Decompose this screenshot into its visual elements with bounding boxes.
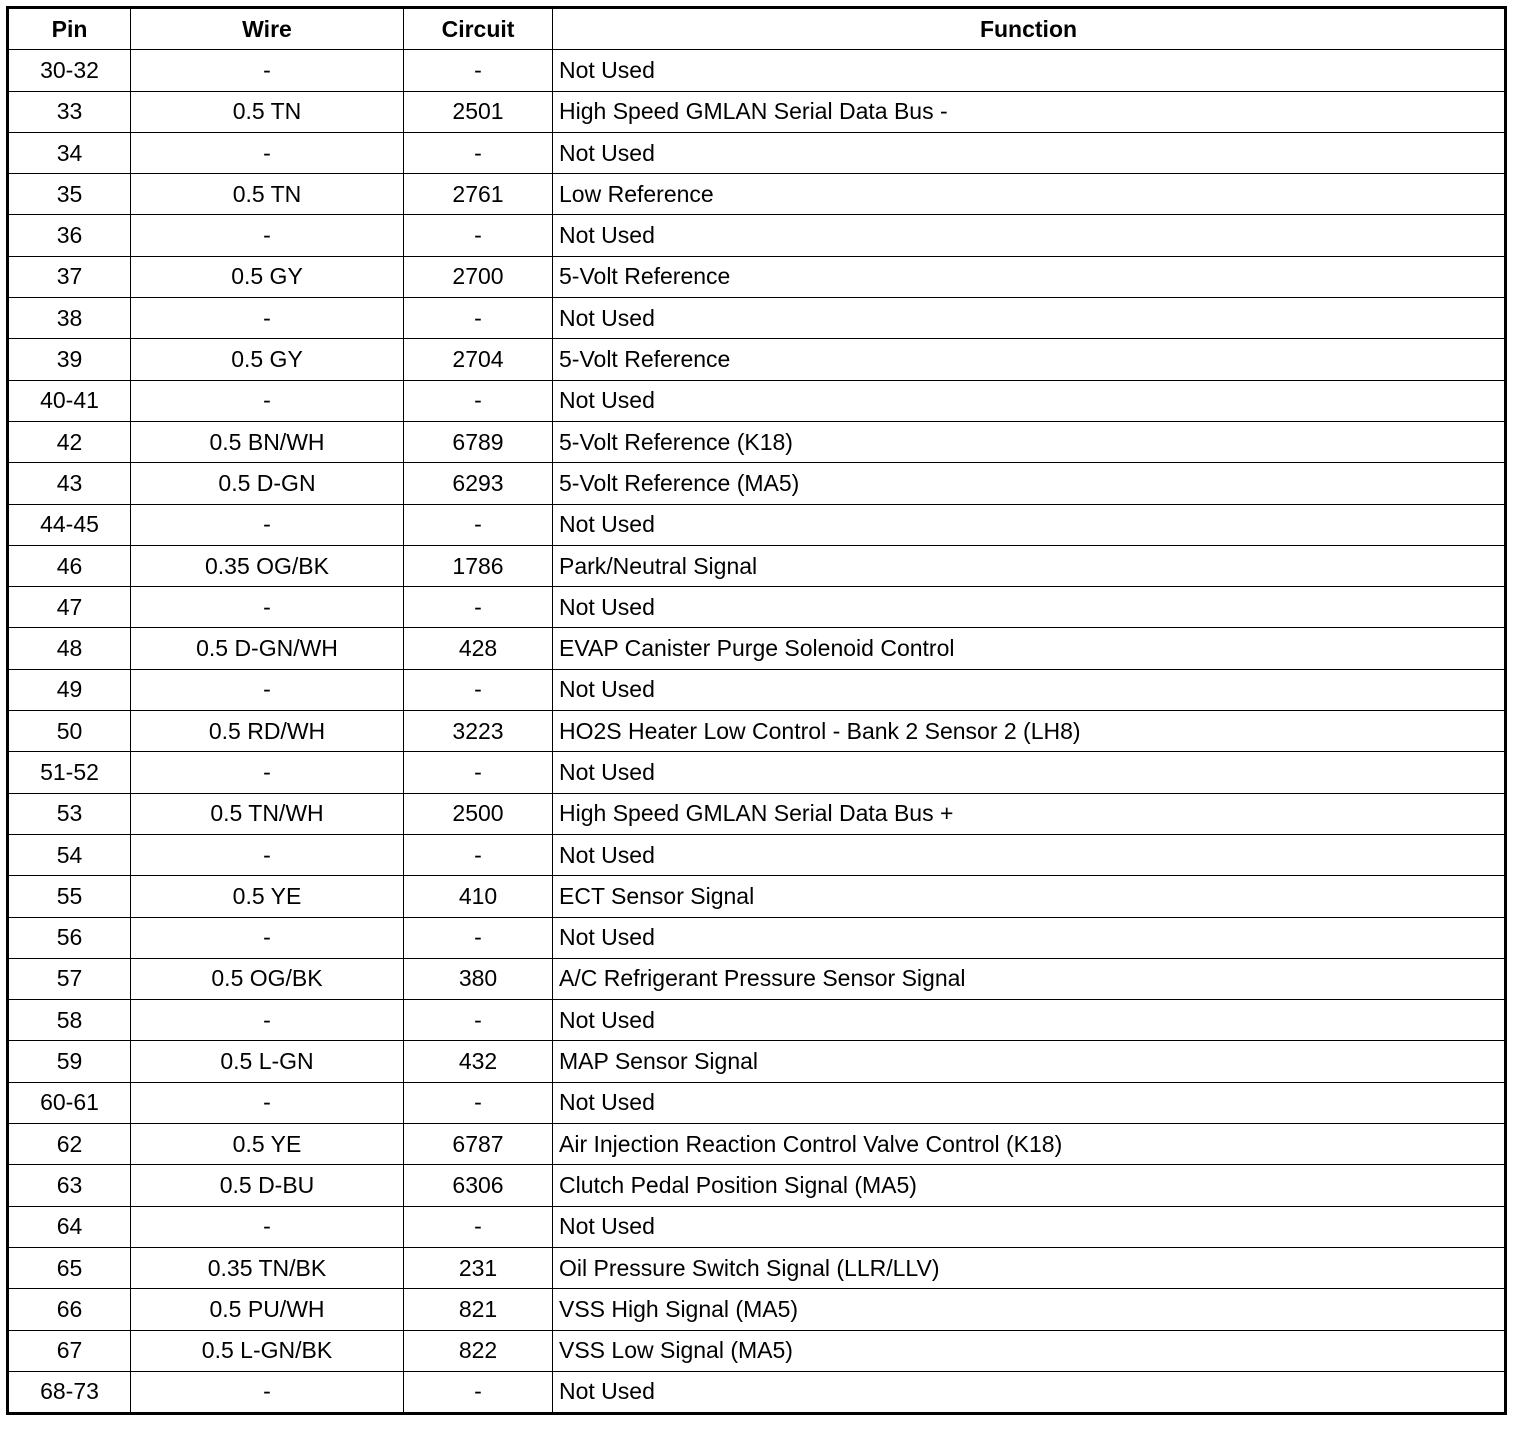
wire-cell: - bbox=[131, 380, 404, 421]
wire-cell: 0.5 YE bbox=[131, 1124, 404, 1165]
table-row bbox=[8, 545, 1506, 586]
pin-cell: 35 bbox=[8, 174, 131, 215]
wire-cell: - bbox=[131, 834, 404, 875]
circuit-cell: 380 bbox=[404, 958, 553, 999]
wire-cell: - bbox=[131, 1206, 404, 1247]
table-row bbox=[8, 1165, 1506, 1206]
circuit-cell: - bbox=[404, 215, 553, 256]
wire-cell: 0.5 GY bbox=[131, 339, 404, 380]
pin-cell: 30-32 bbox=[8, 50, 131, 91]
table-row bbox=[8, 174, 1506, 215]
function-cell: Not Used bbox=[553, 1371, 1506, 1413]
function-cell: Not Used bbox=[553, 752, 1506, 793]
function-cell: Not Used bbox=[553, 1000, 1506, 1041]
circuit-column-header: Circuit bbox=[404, 8, 553, 50]
table-row bbox=[8, 1371, 1506, 1413]
function-column-header: Function bbox=[553, 8, 1506, 50]
pin-cell: 54 bbox=[8, 834, 131, 875]
table-row bbox=[8, 339, 1506, 380]
wire-cell: 0.5 D-GN bbox=[131, 463, 404, 504]
pin-cell: 65 bbox=[8, 1247, 131, 1288]
pin-cell: 38 bbox=[8, 298, 131, 339]
function-cell: VSS Low Signal (MA5) bbox=[553, 1330, 1506, 1371]
pin-cell: 58 bbox=[8, 1000, 131, 1041]
pin-cell: 53 bbox=[8, 793, 131, 834]
table-row bbox=[8, 917, 1506, 958]
wire-cell: - bbox=[131, 504, 404, 545]
table-row bbox=[8, 91, 1506, 132]
function-cell: Not Used bbox=[553, 298, 1506, 339]
pin-cell: 39 bbox=[8, 339, 131, 380]
wire-cell: - bbox=[131, 752, 404, 793]
pin-cell: 34 bbox=[8, 132, 131, 173]
circuit-cell: - bbox=[404, 917, 553, 958]
table-row bbox=[8, 1082, 1506, 1123]
function-cell: Oil Pressure Switch Signal (LLR/LLV) bbox=[553, 1247, 1506, 1288]
table-row bbox=[8, 587, 1506, 628]
table-row bbox=[8, 876, 1506, 917]
wire-cell: - bbox=[131, 215, 404, 256]
circuit-cell: - bbox=[404, 298, 553, 339]
table-row bbox=[8, 463, 1506, 504]
circuit-cell: 6306 bbox=[404, 1165, 553, 1206]
wire-cell: 0.5 PU/WH bbox=[131, 1289, 404, 1330]
pin-cell: 44-45 bbox=[8, 504, 131, 545]
table-row bbox=[8, 132, 1506, 173]
function-cell: Low Reference bbox=[553, 174, 1506, 215]
circuit-cell: - bbox=[404, 504, 553, 545]
function-cell: 5-Volt Reference bbox=[553, 256, 1506, 297]
pin-cell: 60-61 bbox=[8, 1082, 131, 1123]
function-cell: EVAP Canister Purge Solenoid Control bbox=[553, 628, 1506, 669]
function-cell: Not Used bbox=[553, 1206, 1506, 1247]
function-cell: Clutch Pedal Position Signal (MA5) bbox=[553, 1165, 1506, 1206]
pin-cell: 59 bbox=[8, 1041, 131, 1082]
function-cell: Air Injection Reaction Control Valve Control (K18) bbox=[553, 1124, 1506, 1165]
function-cell: A/C Refrigerant Pressure Sensor Signal bbox=[553, 958, 1506, 999]
pin-cell: 66 bbox=[8, 1289, 131, 1330]
wire-cell: 0.5 TN/WH bbox=[131, 793, 404, 834]
wire-cell: - bbox=[131, 1082, 404, 1123]
function-cell: Not Used bbox=[553, 1082, 1506, 1123]
wire-cell: 0.5 RD/WH bbox=[131, 711, 404, 752]
function-cell: HO2S Heater Low Control - Bank 2 Sensor 2 (LH8) bbox=[553, 711, 1506, 752]
table-row bbox=[8, 1206, 1506, 1247]
function-cell: Not Used bbox=[553, 50, 1506, 91]
circuit-cell: - bbox=[404, 1206, 553, 1247]
circuit-cell: 2704 bbox=[404, 339, 553, 380]
wire-cell: - bbox=[131, 132, 404, 173]
circuit-cell: - bbox=[404, 1082, 553, 1123]
table-row bbox=[8, 1000, 1506, 1041]
pin-cell: 42 bbox=[8, 421, 131, 462]
circuit-cell: - bbox=[404, 1371, 553, 1413]
circuit-cell: 428 bbox=[404, 628, 553, 669]
connector-pinout-table bbox=[6, 6, 1507, 1415]
function-cell: Not Used bbox=[553, 917, 1506, 958]
pin-cell: 68-73 bbox=[8, 1371, 131, 1413]
wire-cell: - bbox=[131, 1371, 404, 1413]
pin-column-header: Pin bbox=[8, 8, 131, 50]
circuit-cell: 1786 bbox=[404, 545, 553, 586]
pin-cell: 33 bbox=[8, 91, 131, 132]
function-cell: High Speed GMLAN Serial Data Bus + bbox=[553, 793, 1506, 834]
pin-cell: 56 bbox=[8, 917, 131, 958]
circuit-cell: - bbox=[404, 834, 553, 875]
circuit-cell: - bbox=[404, 1000, 553, 1041]
table-row bbox=[8, 834, 1506, 875]
wire-cell: - bbox=[131, 917, 404, 958]
wire-cell: 0.35 TN/BK bbox=[131, 1247, 404, 1288]
function-cell: Not Used bbox=[553, 215, 1506, 256]
function-cell: ECT Sensor Signal bbox=[553, 876, 1506, 917]
circuit-cell: - bbox=[404, 50, 553, 91]
pin-cell: 63 bbox=[8, 1165, 131, 1206]
wire-cell: 0.5 OG/BK bbox=[131, 958, 404, 999]
function-cell: Park/Neutral Signal bbox=[553, 545, 1506, 586]
table-row bbox=[8, 752, 1506, 793]
wire-cell: - bbox=[131, 587, 404, 628]
function-cell: Not Used bbox=[553, 504, 1506, 545]
pin-cell: 50 bbox=[8, 711, 131, 752]
circuit-cell: 231 bbox=[404, 1247, 553, 1288]
pin-cell: 67 bbox=[8, 1330, 131, 1371]
pin-cell: 51-52 bbox=[8, 752, 131, 793]
table-row bbox=[8, 1041, 1506, 1082]
table-row bbox=[8, 215, 1506, 256]
wire-cell: - bbox=[131, 50, 404, 91]
circuit-cell: - bbox=[404, 669, 553, 710]
wire-cell: - bbox=[131, 298, 404, 339]
table-row bbox=[8, 504, 1506, 545]
table-row bbox=[8, 669, 1506, 710]
wire-cell: 0.5 D-GN/WH bbox=[131, 628, 404, 669]
circuit-cell: - bbox=[404, 380, 553, 421]
pin-cell: 55 bbox=[8, 876, 131, 917]
wire-cell: 0.5 TN bbox=[131, 174, 404, 215]
wire-cell: 0.5 L-GN bbox=[131, 1041, 404, 1082]
table-header bbox=[8, 8, 1506, 50]
circuit-cell: 6789 bbox=[404, 421, 553, 462]
function-cell: High Speed GMLAN Serial Data Bus - bbox=[553, 91, 1506, 132]
table-row bbox=[8, 380, 1506, 421]
pin-cell: 36 bbox=[8, 215, 131, 256]
table-row bbox=[8, 421, 1506, 462]
circuit-cell: 6787 bbox=[404, 1124, 553, 1165]
pin-cell: 49 bbox=[8, 669, 131, 710]
pin-cell: 57 bbox=[8, 958, 131, 999]
circuit-cell: - bbox=[404, 132, 553, 173]
header-row bbox=[8, 8, 1506, 50]
wire-cell: 0.5 L-GN/BK bbox=[131, 1330, 404, 1371]
table-row bbox=[8, 298, 1506, 339]
table-row bbox=[8, 50, 1506, 91]
table-row bbox=[8, 628, 1506, 669]
pin-cell: 40-41 bbox=[8, 380, 131, 421]
pin-cell: 47 bbox=[8, 587, 131, 628]
table-row bbox=[8, 1289, 1506, 1330]
wire-cell: 0.5 YE bbox=[131, 876, 404, 917]
table-body bbox=[8, 50, 1506, 1414]
table-row bbox=[8, 793, 1506, 834]
wire-column-header: Wire bbox=[131, 8, 404, 50]
wire-cell: 0.5 GY bbox=[131, 256, 404, 297]
wire-cell: 0.35 OG/BK bbox=[131, 545, 404, 586]
pin-cell: 62 bbox=[8, 1124, 131, 1165]
wire-cell: 0.5 D-BU bbox=[131, 1165, 404, 1206]
table-row bbox=[8, 1124, 1506, 1165]
circuit-cell: 821 bbox=[404, 1289, 553, 1330]
function-cell: Not Used bbox=[553, 669, 1506, 710]
circuit-cell: - bbox=[404, 752, 553, 793]
wire-cell: - bbox=[131, 669, 404, 710]
circuit-cell: 2501 bbox=[404, 91, 553, 132]
function-cell: 5-Volt Reference (K18) bbox=[553, 421, 1506, 462]
circuit-cell: 6293 bbox=[404, 463, 553, 504]
function-cell: Not Used bbox=[553, 587, 1506, 628]
table-row bbox=[8, 1247, 1506, 1288]
pin-cell: 64 bbox=[8, 1206, 131, 1247]
function-cell: Not Used bbox=[553, 834, 1506, 875]
table-row bbox=[8, 711, 1506, 752]
circuit-cell: 3223 bbox=[404, 711, 553, 752]
pin-cell: 48 bbox=[8, 628, 131, 669]
function-cell: 5-Volt Reference bbox=[553, 339, 1506, 380]
table-row bbox=[8, 1330, 1506, 1371]
circuit-cell: 2500 bbox=[404, 793, 553, 834]
function-cell: Not Used bbox=[553, 132, 1506, 173]
circuit-cell: 410 bbox=[404, 876, 553, 917]
function-cell: MAP Sensor Signal bbox=[553, 1041, 1506, 1082]
circuit-cell: 2761 bbox=[404, 174, 553, 215]
pin-cell: 43 bbox=[8, 463, 131, 504]
table-row bbox=[8, 958, 1506, 999]
wire-cell: 0.5 TN bbox=[131, 91, 404, 132]
wire-cell: - bbox=[131, 1000, 404, 1041]
pin-cell: 37 bbox=[8, 256, 131, 297]
circuit-cell: 822 bbox=[404, 1330, 553, 1371]
function-cell: VSS High Signal (MA5) bbox=[553, 1289, 1506, 1330]
circuit-cell: 432 bbox=[404, 1041, 553, 1082]
function-cell: 5-Volt Reference (MA5) bbox=[553, 463, 1506, 504]
pin-cell: 46 bbox=[8, 545, 131, 586]
table-row bbox=[8, 256, 1506, 297]
circuit-cell: 2700 bbox=[404, 256, 553, 297]
wire-cell: 0.5 BN/WH bbox=[131, 421, 404, 462]
function-cell: Not Used bbox=[553, 380, 1506, 421]
circuit-cell: - bbox=[404, 587, 553, 628]
